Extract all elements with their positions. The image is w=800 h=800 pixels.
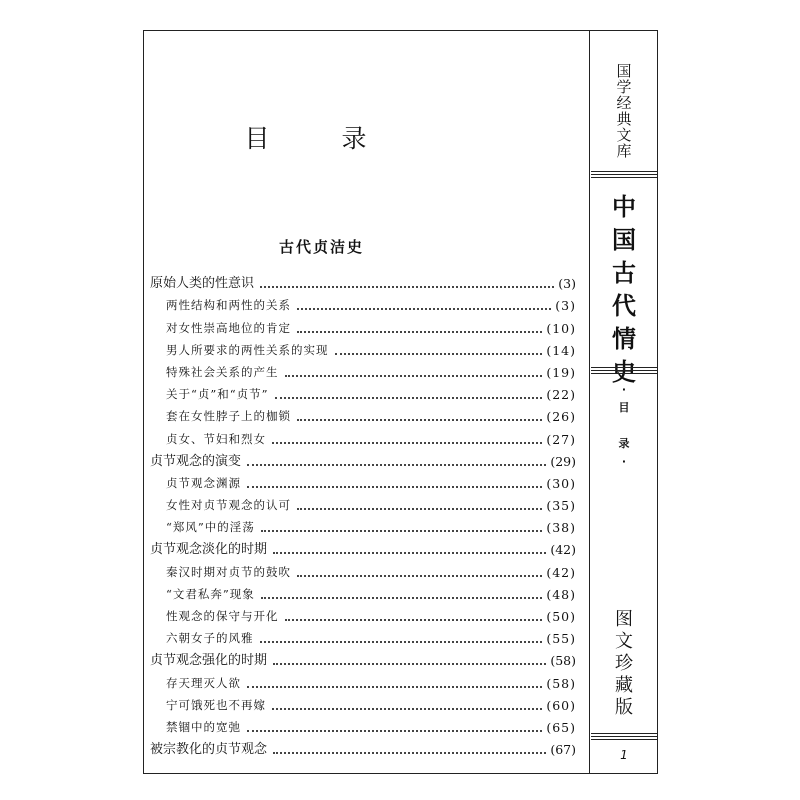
leader-dots xyxy=(273,552,546,554)
toc-page-number: (27) xyxy=(546,431,576,447)
book-title-char: 国 xyxy=(612,226,636,254)
toc-entry xyxy=(150,713,576,735)
toc-entry-title: 被宗教化的贞节观念 xyxy=(150,742,268,758)
leader-dots xyxy=(297,308,551,310)
toc-entry-title: 关于“贞”和“贞节” xyxy=(166,387,269,402)
toc-page-number: (58) xyxy=(546,675,576,691)
leader-dots xyxy=(260,641,543,643)
series-char: 经 xyxy=(616,94,632,112)
toc-chapter xyxy=(150,269,576,291)
toc-entry-title: 原始人类的性意识 xyxy=(150,276,255,292)
toc-entry xyxy=(150,624,576,646)
toc-entry-title: 宁可饿死也不再嫁 xyxy=(166,697,266,712)
section-label-char xyxy=(591,417,657,435)
table-of-contents xyxy=(150,269,576,757)
edition-char: 图 xyxy=(615,609,633,630)
toc-entry-title: “文君私奔”现象 xyxy=(166,586,255,601)
toc-page-number: (65) xyxy=(546,719,576,735)
toc-entry xyxy=(150,557,576,579)
toc-entry-title: 两性结构和两性的关系 xyxy=(166,298,291,313)
series-char: 文 xyxy=(616,126,632,144)
leader-dots xyxy=(273,663,546,665)
toc-chapter xyxy=(150,646,576,668)
toc-entry xyxy=(150,602,576,624)
toc-entry-title: 贞节观念的演变 xyxy=(150,453,242,469)
toc-entry xyxy=(150,691,576,713)
toc-entry-title: 禁锢中的宽弛 xyxy=(166,719,241,734)
edition-label xyxy=(591,609,657,719)
leader-dots xyxy=(272,442,542,444)
toc-entry-title: 男人所要求的两性关系的实现 xyxy=(166,342,329,357)
sidebar xyxy=(591,31,657,773)
toc-entry-title: 贞女、节妇和烈女 xyxy=(166,431,266,446)
toc-entry xyxy=(150,424,576,446)
toc-entry xyxy=(150,313,576,335)
series-char: 国 xyxy=(616,62,632,80)
leader-dots xyxy=(272,708,542,710)
leader-dots xyxy=(260,286,554,288)
toc-page-number: (35) xyxy=(546,498,576,514)
toc-entry xyxy=(150,469,576,491)
toc-entry-title: 套在女性脖子上的枷锁 xyxy=(166,409,291,424)
leader-dots xyxy=(297,419,542,421)
toc-page-number: (29) xyxy=(550,453,576,469)
toc-entry xyxy=(150,358,576,380)
toc-entry xyxy=(150,402,576,424)
toc-chapter xyxy=(150,535,576,557)
toc-entry-title: 对女性崇高地位的肯定 xyxy=(166,320,291,335)
toc-entry-title: 性观念的保守与开化 xyxy=(166,609,279,623)
leader-dots xyxy=(285,375,543,377)
toc-entry-title: 特殊社会关系的产生 xyxy=(166,364,279,379)
toc-chapter xyxy=(150,447,576,469)
edition-char: 藏 xyxy=(615,675,633,696)
leader-dots xyxy=(297,575,542,577)
series-char: 库 xyxy=(616,142,632,160)
toc-page-number: (42) xyxy=(550,542,576,558)
section-title: 古代贞洁史 xyxy=(278,238,364,256)
rule-triple-top xyxy=(591,171,657,179)
leader-dots xyxy=(247,686,542,688)
toc-entry-title: 存天理灭人欲 xyxy=(166,675,241,690)
series-char: 学 xyxy=(616,78,632,96)
toc-page-number: (42) xyxy=(546,564,576,580)
book-title-char: 代 xyxy=(612,292,636,320)
leader-dots xyxy=(261,597,543,599)
book-title-char: 史 xyxy=(612,358,636,386)
rule-triple-middle xyxy=(591,367,657,375)
toc-entry xyxy=(150,668,576,690)
section-label-char: 录 xyxy=(618,437,630,450)
book-title-char: 古 xyxy=(612,259,636,287)
rule-triple-bottom xyxy=(591,733,657,741)
series-name xyxy=(591,63,657,159)
toc-page-number: (22) xyxy=(546,387,576,403)
toc-chapter xyxy=(150,735,576,757)
toc-entry-title: “郑风”中的淫荡 xyxy=(166,520,255,535)
book-title-char: 情 xyxy=(612,325,636,353)
book-title xyxy=(591,191,657,389)
leader-dots xyxy=(275,397,543,399)
toc-entry-title: 贞节观念强化的时期 xyxy=(150,653,268,669)
toc-entry-title: 女性对贞节观念的认可 xyxy=(166,498,291,513)
leader-dots xyxy=(247,464,546,466)
toc-entry xyxy=(150,336,576,358)
toc-entry-title: 六朝女子的风雅 xyxy=(166,631,254,646)
toc-page-number: (26) xyxy=(546,409,576,425)
leader-dots xyxy=(273,752,546,754)
toc-page-number: (67) xyxy=(550,742,576,758)
toc-entry xyxy=(150,491,576,513)
edition-char: 文 xyxy=(615,631,633,652)
toc-entry-title: 秦汉时期对贞节的鼓吹 xyxy=(166,564,291,579)
toc-page-number: (48) xyxy=(546,586,576,602)
toc-entry xyxy=(150,291,576,313)
toc-page-number: (3) xyxy=(555,298,576,314)
toc-page-number: (55) xyxy=(546,631,576,647)
toc-page-number: (38) xyxy=(546,520,576,536)
leader-dots xyxy=(297,331,542,333)
leader-dots xyxy=(335,353,543,355)
leader-dots xyxy=(297,508,542,510)
section-label xyxy=(591,381,657,471)
toc-page-number: (10) xyxy=(546,320,576,336)
leader-dots xyxy=(247,486,542,488)
page-title: 目 录 xyxy=(244,124,399,153)
toc-entry xyxy=(150,380,576,402)
toc-page-number: (3) xyxy=(558,276,576,292)
toc-page-number: (30) xyxy=(546,475,576,491)
section-label-char: · xyxy=(621,383,627,396)
toc-page-number: (14) xyxy=(546,342,576,358)
page-number: 1 xyxy=(620,748,628,762)
edition-char: 珍 xyxy=(615,653,633,674)
book-title-char: 中 xyxy=(612,193,636,221)
series-char: 典 xyxy=(616,110,632,128)
leader-dots xyxy=(285,619,543,621)
toc-entry xyxy=(150,513,576,535)
toc-page-number: (19) xyxy=(546,364,576,380)
leader-dots xyxy=(247,730,542,732)
toc-page-number: (58) xyxy=(550,653,576,669)
toc-entry xyxy=(150,580,576,602)
section-label-char: · xyxy=(621,455,627,468)
leader-dots xyxy=(261,530,543,532)
toc-entry-title: 贞节观念淡化的时期 xyxy=(150,542,268,558)
section-label-char: 目 xyxy=(618,401,630,414)
sidebar-divider xyxy=(589,31,590,773)
book-page xyxy=(143,30,658,774)
toc-page-number: (60) xyxy=(546,697,576,713)
toc-page-number: (50) xyxy=(546,609,576,624)
edition-char: 版 xyxy=(615,697,633,718)
toc-entry-title: 贞节观念渊源 xyxy=(166,475,241,490)
